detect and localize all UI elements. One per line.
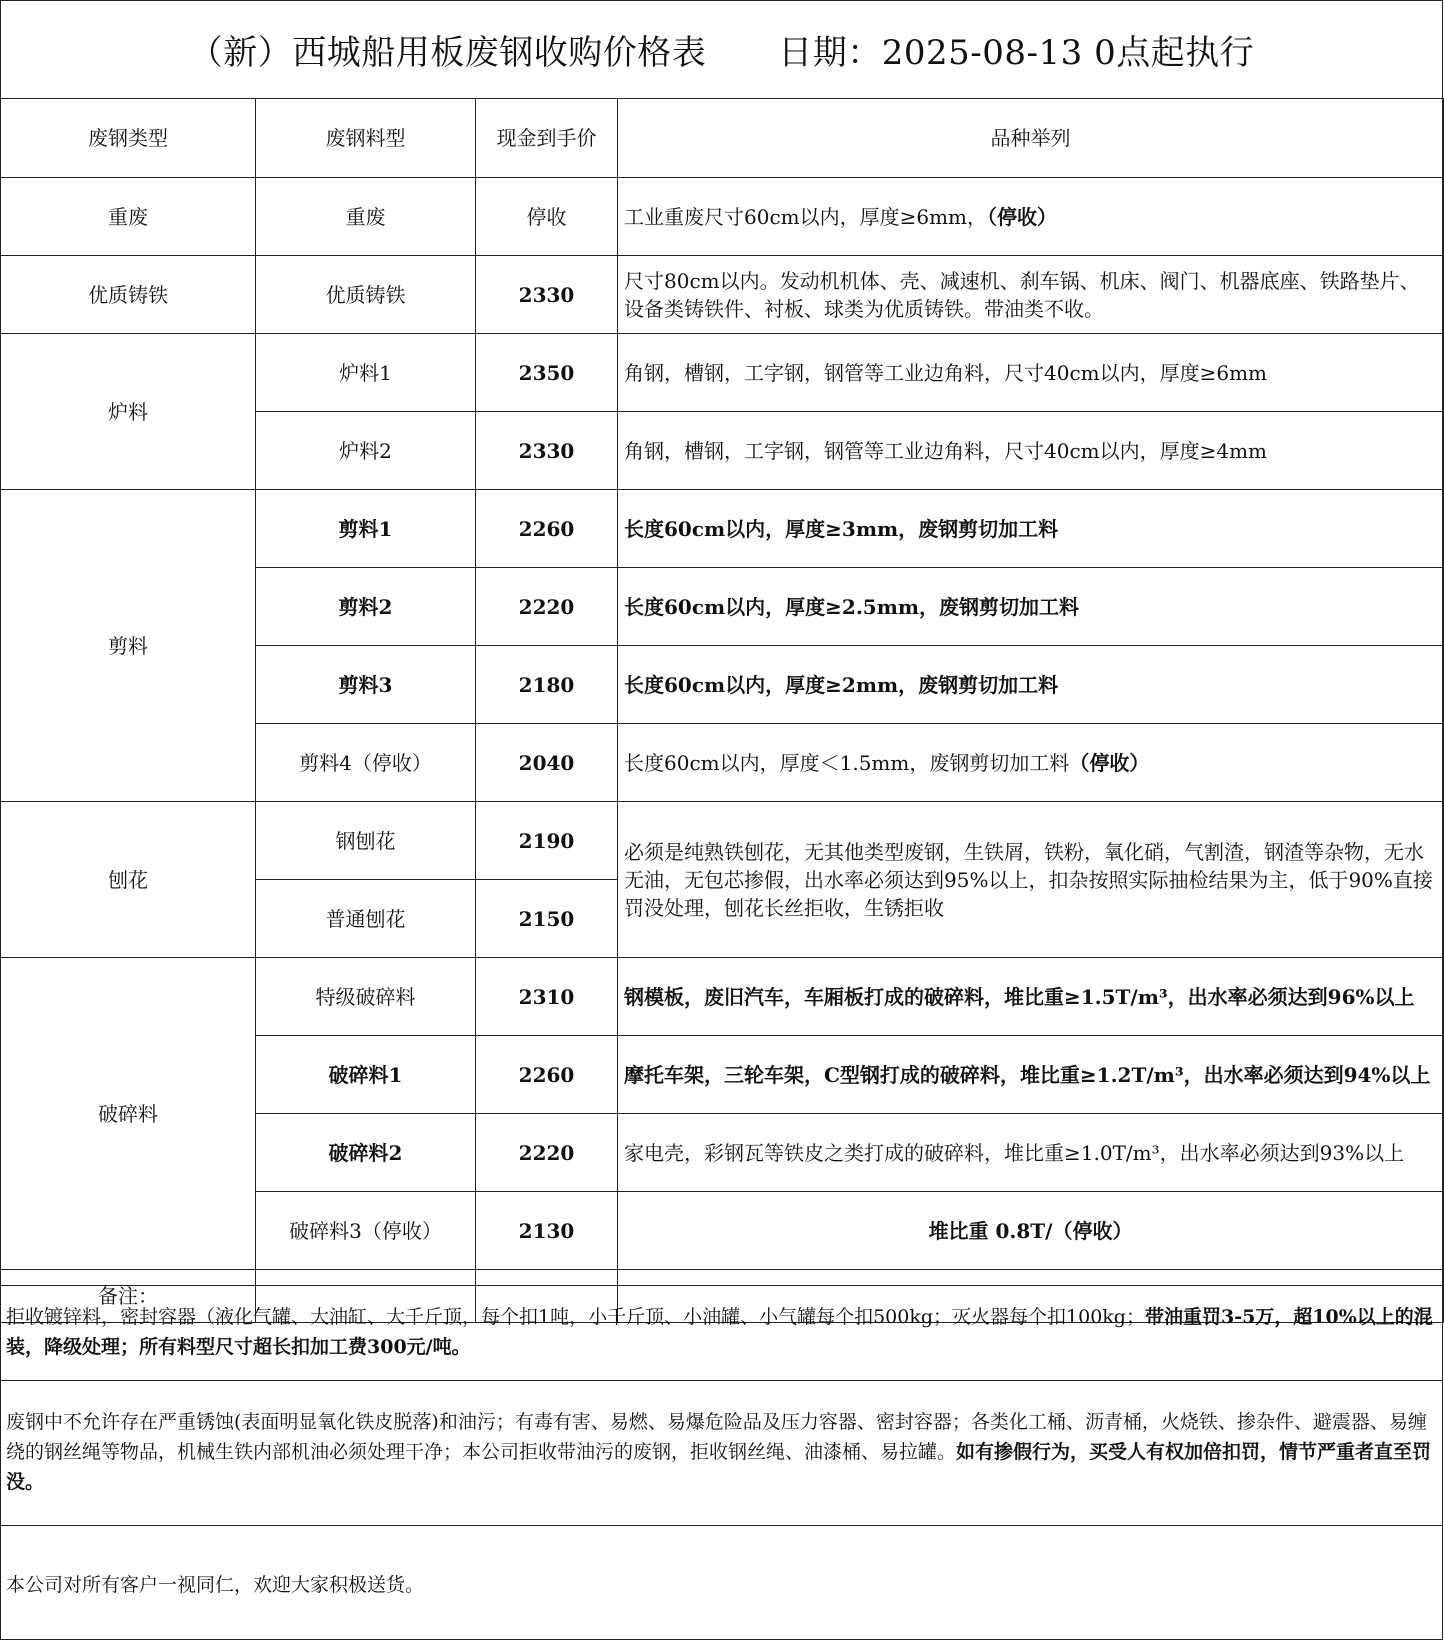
group-cast: 优质铸铁 — [1, 256, 256, 334]
material-cell: 特级破碎料 — [256, 958, 476, 1036]
price-cell: 2330 — [476, 412, 618, 490]
desc-cell: 尺寸80cm以内。发动机机体、壳、减速机、刹车锅、机床、阀门、机器底座、铁路垫片、设备类铸铁件、衬板、球类为优质铸铁。带油类不收。 — [618, 256, 1444, 334]
group-shear: 剪料 — [1, 490, 256, 802]
price-cell: 2190 — [476, 802, 618, 880]
material-cell: 破碎料3（停收） — [256, 1192, 476, 1270]
title-date: 日期：2025-08-13 0点起执行 — [778, 32, 1255, 73]
price-cell: 2220 — [476, 1114, 618, 1192]
price-cell: 2310 — [476, 958, 618, 1036]
price-cell: 2350 — [476, 334, 618, 412]
header-material: 废钢料型 — [256, 99, 476, 178]
price-cell: 2130 — [476, 1192, 618, 1270]
price-cell: 2260 — [476, 490, 618, 568]
desc-text: 长度60cm以内，厚度＜1.5mm，废钢剪切加工料 — [624, 750, 1070, 775]
desc-cell: 堆比重 0.8T/（停收） — [618, 1192, 1444, 1270]
note-rejections-text: 拒收镀锌料，密封容器（液化气罐、大油缸、大千斤顶，每个扣1吨，小千斤顶、小油罐、小气罐每个扣500kg；灭火器每个扣100kg； — [6, 1306, 1145, 1328]
group-heavy: 重废 — [1, 178, 256, 256]
desc-cell: 家电壳，彩钢瓦等铁皮之类打成的破碎料，堆比重≥1.0T/m³，出水率必须达到93%以上 — [618, 1114, 1444, 1192]
remark-label: 备注： — [1, 1270, 256, 1323]
price-cell: 2220 — [476, 568, 618, 646]
material-cell: 破碎料2 — [256, 1114, 476, 1192]
price-cell: 2180 — [476, 646, 618, 724]
note-prohibited — [0, 1380, 1443, 1525]
header-desc: 品种举列 — [618, 99, 1444, 178]
material-cell: 剪料1 — [256, 490, 476, 568]
desc-cell: 摩托车架，三轮车架，C型钢打成的破碎料，堆比重≥1.2T/m³，出水率必须达到94%以上 — [618, 1036, 1444, 1114]
desc-text: 工业重废尺寸60cm以内，厚度≥6mm， — [624, 204, 988, 229]
price-cell: 2040 — [476, 724, 618, 802]
header-price: 现金到手价 — [476, 99, 618, 178]
material-cell: 剪料3 — [256, 646, 476, 724]
material-cell: 剪料2 — [256, 568, 476, 646]
note-rejections-bold: 带油重罚3-5万，超10%以上的混装，降级处理；所有料型尺寸超长扣加工费300元/吨。 — [6, 1306, 1433, 1358]
desc-cell: 角钢，槽钢，工字钢，钢管等工业边角料，尺寸40cm以内，厚度≥4mm — [618, 412, 1444, 490]
page-title — [0, 0, 1443, 99]
note-prohibited-bold: 如有掺假行为，买受人有权加倍扣罚，情节严重者直至罚没。 — [6, 1441, 1432, 1493]
header-row — [1, 99, 1444, 178]
desc-cell: 长度60cm以内，厚度≥3mm，废钢剪切加工料 — [618, 490, 1444, 568]
note-rejections — [0, 1285, 1443, 1381]
note-prohibited-text: 废钢中不允许存在严重锈蚀(表面明显氧化铁皮脱落)和油污；有毒有害、易燃、易爆危险品及压力容器、密封容器；各类化工桶、沥青桶，火烧铁、掺杂件、避震器、易缠绕的钢丝绳等物品，机械生铁内部机油必须处理干净；本公司拒收带油污的废钢，拒收钢丝绳、油漆桶、易拉罐。 — [6, 1411, 1427, 1463]
material-cell: 优质铸铁 — [256, 256, 476, 334]
group-shavings: 刨花 — [1, 802, 256, 958]
price-cell: 停收 — [476, 178, 618, 256]
desc-bold: （停收） — [987, 204, 1058, 229]
price-table — [0, 98, 1444, 1323]
desc-cell — [618, 724, 1444, 802]
price-cell: 2260 — [476, 1036, 618, 1114]
desc-cell: 长度60cm以内，厚度≥2.5mm，废钢剪切加工料 — [618, 568, 1444, 646]
note-welcome-text: 本公司对所有客户一视同仁，欢迎大家积极送货。 — [6, 1574, 425, 1596]
desc-cell: 必须是纯熟铁刨花，无其他类型废钢，生铁屑，铁粉，氧化硝，气割渣，钢渣等杂物，无水无油，无包芯掺假，出水率必须达到95%以上，扣杂按照实际抽检结果为主，低于90%直接罚没处理，刨花长丝拒收，生锈拒收 — [618, 802, 1444, 958]
material-cell: 普通刨花 — [256, 880, 476, 958]
note-welcome — [0, 1525, 1443, 1640]
price-cell: 2150 — [476, 880, 618, 958]
material-cell: 炉料1 — [256, 334, 476, 412]
table-row — [1, 256, 1444, 334]
desc-bold: （停收） — [1069, 750, 1150, 775]
price-cell: 2330 — [476, 256, 618, 334]
title-name: （新）西城船用板废钢收购价格表 — [188, 32, 707, 73]
group-furnace: 炉料 — [1, 334, 256, 490]
desc-cell — [618, 178, 1444, 256]
table-row — [1, 178, 1444, 256]
material-cell: 破碎料1 — [256, 1036, 476, 1114]
group-crushed: 破碎料 — [1, 958, 256, 1270]
desc-cell: 长度60cm以内，厚度≥2mm，废钢剪切加工料 — [618, 646, 1444, 724]
table-row — [1, 802, 1444, 880]
material-cell: 炉料2 — [256, 412, 476, 490]
table-row — [1, 334, 1444, 412]
desc-cell: 角钢，槽钢，工字钢，钢管等工业边角料，尺寸40cm以内，厚度≥6mm — [618, 334, 1444, 412]
desc-cell: 钢模板，废旧汽车，车厢板打成的破碎料，堆比重≥1.5T/m³，出水率必须达到96%以上 — [618, 958, 1444, 1036]
table-row — [1, 490, 1444, 568]
table-row — [1, 958, 1444, 1036]
material-cell: 剪料4（停收） — [256, 724, 476, 802]
header-type: 废钢类型 — [1, 99, 256, 178]
material-cell: 重废 — [256, 178, 476, 256]
material-cell: 钢刨花 — [256, 802, 476, 880]
